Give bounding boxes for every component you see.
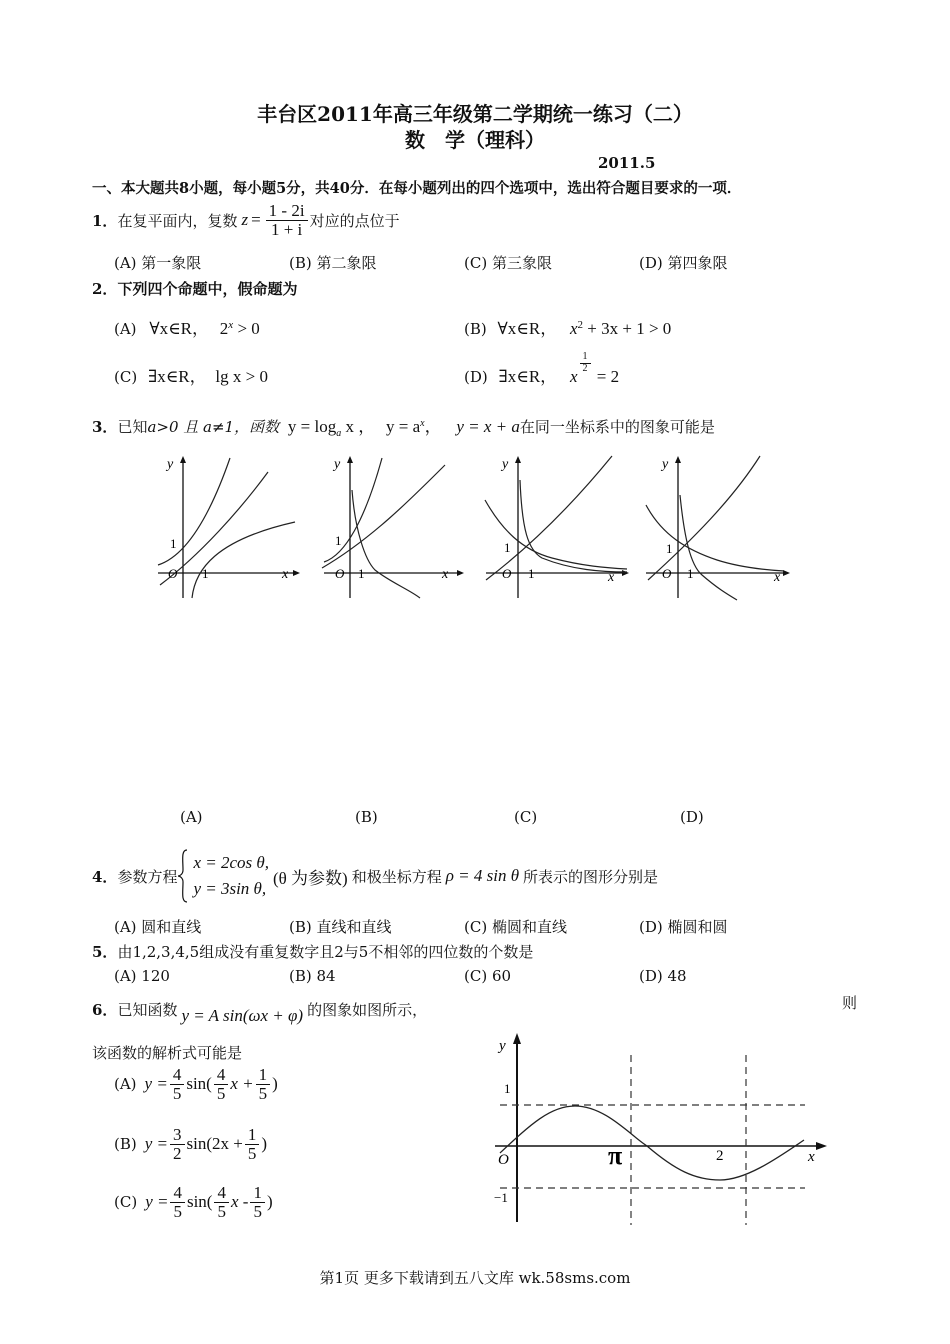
polar-eq: ρ = 4 sin θ — [445, 866, 520, 885]
param-eq-x: x = 2cos θ, — [193, 853, 269, 872]
left-brace — [177, 848, 189, 904]
fraction-numerator: 1 — [256, 1066, 271, 1085]
tick-one-x: 1 — [202, 566, 209, 581]
fraction — [256, 1066, 271, 1103]
curve-log — [352, 490, 420, 598]
question-text: 下列四个命题中，假命题为 — [117, 280, 298, 298]
math-expr: x + — [230, 1074, 254, 1094]
question-number: 6． — [92, 1000, 118, 1019]
question-number: 2． — [92, 280, 118, 298]
question-text-line2: 该函数的解析式可能是 — [92, 1044, 243, 1062]
fraction — [266, 202, 308, 239]
fraction-numerator: 4 — [214, 1184, 229, 1203]
question-6 — [92, 992, 427, 1026]
page-title: 丰台区2011年高三年级第二学期统一练习（二） — [257, 102, 693, 126]
fraction-denominator: 5 — [173, 1201, 182, 1221]
y-axis-arrow — [675, 456, 681, 463]
curve-exponential — [324, 458, 382, 562]
math-expr: y = — [145, 1192, 169, 1212]
graph-choice-c: (C) — [514, 808, 538, 826]
tick-one-y: 1 — [666, 541, 673, 556]
fraction-exponent — [580, 352, 591, 374]
func-log: y = log — [287, 417, 337, 436]
fraction-numerator: 3 — [170, 1126, 185, 1145]
option-b — [114, 1126, 267, 1163]
fraction-denominator: 5 — [216, 1083, 226, 1103]
option-a — [114, 1066, 278, 1103]
math-expr: ) — [266, 1192, 273, 1212]
fraction-denominator: 5 — [247, 1143, 257, 1163]
option-label: (A) — [114, 320, 137, 338]
question-text: 在复平面内，复数 — [117, 211, 238, 230]
fraction — [245, 1126, 260, 1163]
exam-date: 2011.5 — [598, 154, 656, 172]
question-number: 1． — [92, 211, 118, 230]
math-expr: lg x > 0 — [215, 367, 268, 386]
exponent: 2 — [577, 319, 584, 331]
question-text: 对应的点位于 — [309, 211, 400, 230]
question-text: 已知函数 — [117, 1000, 178, 1019]
graph-c — [482, 450, 642, 610]
math-expr: ) — [272, 1074, 278, 1094]
math-expr: sin( — [186, 1074, 212, 1094]
y-label: y — [662, 457, 669, 472]
option-a: (A) 第一象限 — [114, 254, 202, 272]
tick-one-x: 1 — [528, 566, 535, 581]
x-label: x — [808, 1149, 815, 1165]
x-axis-arrow — [816, 1142, 827, 1150]
option-c: (C) 第三象限 — [464, 254, 552, 272]
fraction-numerator: 4 — [170, 1066, 185, 1085]
curve-log — [520, 480, 627, 572]
option-label: (B) — [464, 320, 487, 338]
y-label: y — [499, 1038, 506, 1054]
y-label: y — [167, 457, 174, 472]
tick-one-y: 1 — [170, 536, 177, 551]
func-exp: y = a — [385, 417, 421, 436]
option-a: (A) 圆和直线 — [114, 918, 202, 936]
question-text: 的图象如图所示， — [307, 1000, 428, 1019]
curve-log — [192, 522, 295, 598]
fraction — [170, 1066, 185, 1103]
option-d: (D) 第四象限 — [639, 254, 728, 272]
quantifier: ∀x∈R， — [149, 319, 210, 338]
curve-line — [322, 465, 445, 568]
math-expr: y = — [144, 1074, 168, 1094]
exponent: x — [228, 319, 234, 331]
question-5 — [92, 941, 533, 962]
curve-log — [680, 495, 737, 600]
x-label: x — [442, 567, 449, 582]
option-a — [114, 314, 260, 339]
fraction-numerator: 1 — [245, 1126, 260, 1145]
x-label: x — [282, 567, 289, 582]
fraction — [214, 1184, 229, 1221]
graph-choice-d: (D) — [680, 808, 704, 826]
option-a: (A) 120 — [114, 967, 170, 985]
fraction-denominator: 2 — [582, 362, 588, 374]
footer-text: 第1页 更多下载请到五八文库 wk.58sms.com — [319, 1269, 631, 1287]
option-d: (D) 48 — [639, 967, 687, 985]
y-axis-arrow — [180, 456, 186, 463]
parametric-system — [193, 850, 269, 902]
tick-one-x: 1 — [687, 566, 694, 581]
x-label: x — [608, 570, 615, 585]
fraction — [170, 1126, 185, 1163]
quantifier: ∃x∈R， — [147, 367, 207, 386]
sine-graph — [490, 1030, 835, 1230]
math-expr: x - — [230, 1192, 249, 1212]
math-eq: = — [251, 210, 261, 230]
graph-a — [150, 450, 310, 610]
option-b — [464, 314, 671, 339]
math-expr: ) — [261, 1134, 268, 1154]
option-label: (A) — [114, 1075, 137, 1094]
tick-one-y: 1 — [504, 540, 511, 555]
option-d — [464, 351, 620, 387]
option-c: (C) 60 — [464, 967, 512, 985]
math-expr: + 3x + 1 > 0 — [583, 319, 672, 338]
y-label: y — [334, 457, 341, 472]
math-expr: sin(2x + — [186, 1134, 243, 1154]
fraction-denominator: 5 — [172, 1083, 182, 1103]
fraction — [214, 1066, 229, 1103]
fraction — [170, 1184, 185, 1221]
origin-label: O — [498, 1152, 509, 1168]
y-axis-arrow — [513, 1033, 521, 1044]
fraction-denominator: 1 + i — [270, 219, 303, 239]
question-4 — [92, 848, 658, 904]
x-axis-arrow — [622, 570, 629, 576]
question-text: 和极坐标方程 — [351, 867, 442, 886]
math-base: x — [569, 367, 578, 386]
option-b: (B) 第二象限 — [289, 254, 377, 272]
fraction-denominator: 5 — [258, 1083, 268, 1103]
option-label: (D) — [464, 368, 488, 386]
graph-choice-a: (A) — [180, 808, 203, 826]
option-label: (B) — [114, 1135, 137, 1154]
tick-one: 1 — [504, 1081, 511, 1096]
x-label: x — [774, 570, 781, 585]
function-expr: y = A sin(ωx + φ) — [181, 1006, 304, 1025]
x-axis-arrow — [293, 570, 300, 576]
origin-label: O — [168, 566, 178, 581]
math-expr: 2 — [219, 319, 229, 338]
curve-exponential — [158, 458, 230, 565]
curve-line — [486, 456, 612, 580]
question-text-then: 则 — [842, 994, 858, 1012]
sine-curve — [500, 1106, 804, 1180]
quantifier: ∀x∈R， — [497, 319, 558, 338]
fraction-numerator: 1 — [250, 1184, 265, 1203]
option-b: (B) 直线和直线 — [289, 918, 392, 936]
subscript: a — [336, 428, 342, 439]
question-text: 在同一坐标系中的图象可能是 — [519, 418, 715, 436]
fraction-numerator: 1 - 2i — [266, 202, 308, 221]
fraction-denominator: 5 — [253, 1201, 262, 1221]
func-exp-end: ， — [424, 417, 442, 436]
question-2 — [92, 278, 297, 299]
fraction — [250, 1184, 265, 1221]
fraction-denominator: 5 — [217, 1201, 226, 1221]
option-c: (C) 椭圆和直线 — [464, 918, 567, 936]
tick-one-y: 1 — [335, 533, 342, 548]
func-log-end: x ， — [341, 417, 376, 436]
math-expr: x — [569, 319, 578, 338]
origin-label: O — [335, 566, 345, 581]
question-number: 3． — [92, 418, 118, 436]
y-axis-arrow — [347, 456, 353, 463]
func-linear: y = x + a — [456, 417, 520, 436]
condition: a>0 且 a≠1，函数 — [147, 418, 280, 436]
x-axis-arrow — [783, 570, 790, 576]
tick-two: 2 — [716, 1148, 724, 1164]
question-text: 已知 — [117, 418, 148, 436]
quantifier: ∃x∈R， — [498, 367, 558, 386]
curve-line — [648, 456, 760, 580]
graph-choice-b: (B) — [355, 808, 378, 826]
question-number: 5． — [92, 943, 118, 961]
param-note: (θ 为参数) — [272, 868, 348, 888]
option-d: (D) 椭圆和圆 — [639, 918, 728, 936]
param-eq-y: y = 3sin θ, — [193, 879, 267, 898]
question-1 — [92, 202, 400, 239]
math-expr: > 0 — [233, 319, 260, 338]
option-b: (B) 84 — [289, 967, 336, 985]
question-number: 4． — [92, 867, 118, 886]
fraction-numerator: 1 — [580, 352, 591, 364]
math-expr: = 2 — [592, 367, 620, 386]
option-label: (C) — [114, 1193, 138, 1212]
math-var: z — [241, 210, 249, 230]
graph-d — [642, 450, 802, 610]
origin-label: O — [502, 566, 512, 581]
question-text: 由1,2,3,4,5组成没有重复数字且2与5不相邻的四位数的个数是 — [117, 943, 534, 961]
fraction-numerator: 4 — [214, 1066, 229, 1085]
section-heading: 一、本大题共8小题，每小题5分，共40分．在每小题列出的四个选项中，选出符合题目要求的一项． — [92, 180, 742, 197]
tick-neg-one: −1 — [494, 1190, 508, 1205]
x-axis-arrow — [457, 570, 464, 576]
curve-exponential — [485, 500, 627, 569]
option-c — [114, 1184, 273, 1221]
y-axis-arrow — [515, 456, 521, 463]
question-text: 所表示的图形分别是 — [523, 867, 659, 886]
graph-b — [320, 450, 480, 610]
fraction-numerator: 4 — [170, 1184, 185, 1203]
tick-pi: π — [608, 1141, 623, 1170]
fraction-denominator: 2 — [173, 1143, 182, 1163]
tick-one-x: 1 — [358, 566, 365, 581]
option-label: (C) — [114, 368, 138, 386]
question-3 — [92, 412, 715, 439]
exponent: x — [420, 418, 425, 429]
option-c — [114, 362, 268, 387]
math-expr: y = — [144, 1134, 169, 1154]
question-text: 参数方程 — [117, 867, 178, 886]
y-label: y — [502, 457, 509, 472]
origin-label: O — [662, 566, 672, 581]
math-expr: sin( — [186, 1192, 213, 1212]
page-subtitle: 数 学（理科） — [405, 128, 545, 152]
